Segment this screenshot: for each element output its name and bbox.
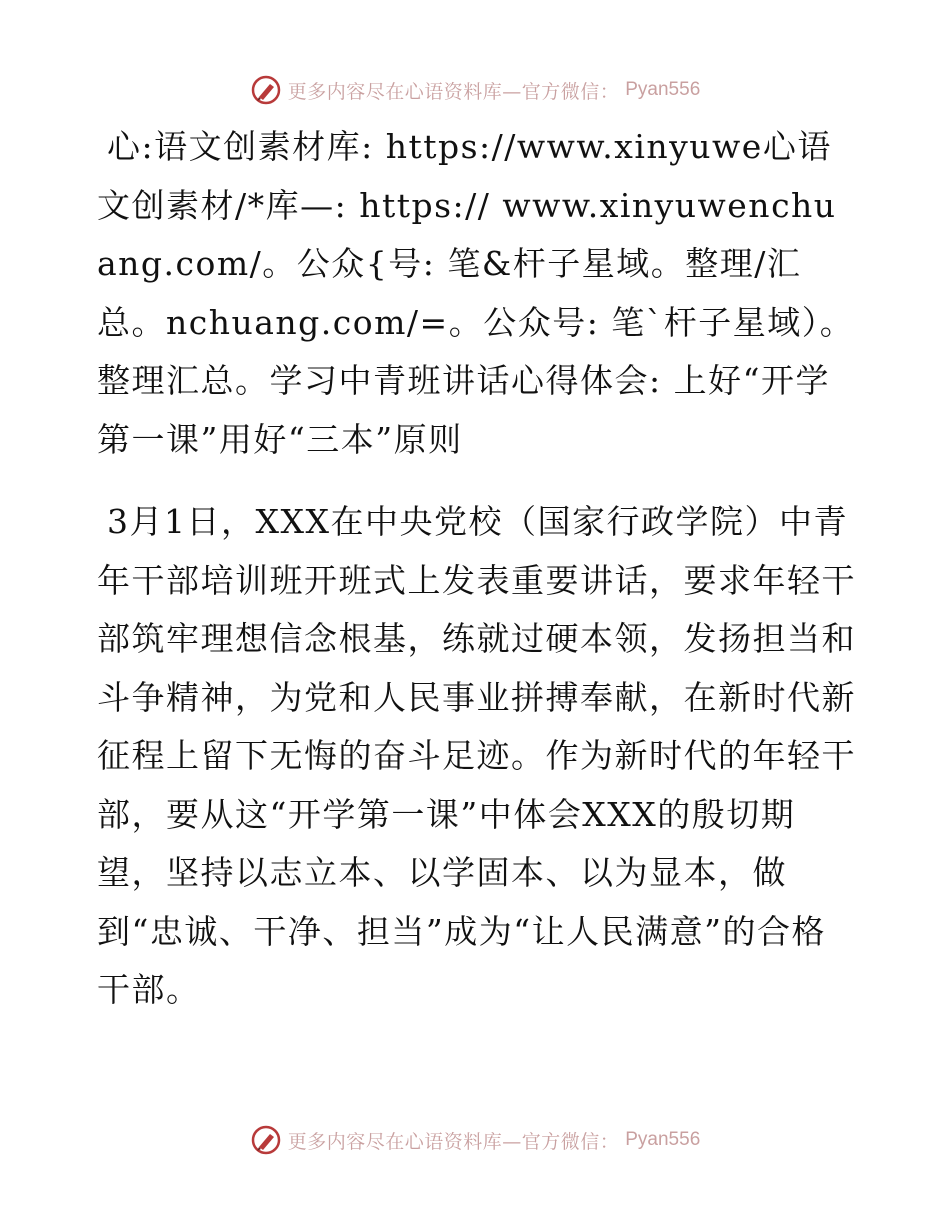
footer-banner-text: 更多内容尽在心语资料库—官方微信： <box>287 1130 620 1153</box>
header-banner-text: 更多内容尽在心语资料库—官方微信： <box>287 80 620 103</box>
header-banner <box>0 70 950 110</box>
pen-logo-icon <box>250 1124 282 1156</box>
document-body <box>97 118 857 1020</box>
pen-logo-icon <box>250 74 282 106</box>
footer-wechat-id: Pyan556 <box>625 1129 701 1150</box>
paragraph-intro: 心:语文创素材库: https://www.xinyuwe心语文创素材/*库—: https:// www.xinyuwenchuang.com/。公众{号: 笔&杆子星域。整理/汇总。nchuang.com/=。公众号: 笔`杆子星域）。整理汇总。学习中青班讲话心得体会: 上好“开学第一课”用好“三本”原则 <box>97 127 855 459</box>
paragraph-main: 3月1日，XXX在中央党校（国家行政学院）中青年干部培训班开班式上发表重要讲话，要求年轻干部筑牢理想信念根基，练就过硬本领，发扬担当和斗争精神，为党和人民事业拼搏奉献，在新时代新征程上留下无悔的奋斗足迹。作为新时代的年轻干部，要从这“开学第一课”中体会XXX的殷切期望，坚持以志立本、以学固本、以为显本，做到“忠诚、干净、担当”成为“让人民满意”的合格干部。 <box>97 502 856 1009</box>
footer-banner <box>0 1120 950 1160</box>
header-wechat-id: Pyan556 <box>625 79 701 100</box>
